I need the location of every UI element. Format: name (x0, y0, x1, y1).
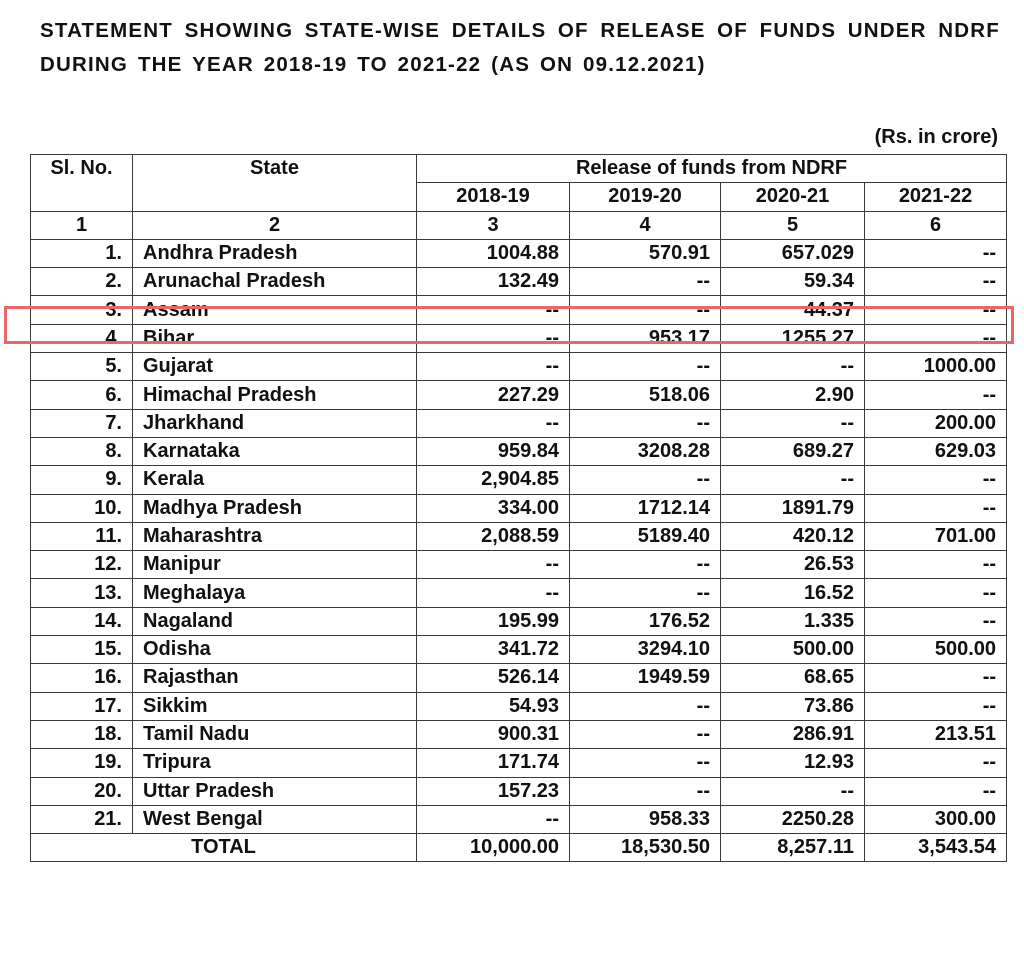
sl-no-cell: 12. (31, 551, 133, 579)
state-cell: Rajasthan (133, 664, 417, 692)
value-cell-2021-22: 300.00 (865, 805, 1007, 833)
state-cell: Arunachal Pradesh (133, 268, 417, 296)
total-label: TOTAL (31, 834, 417, 862)
sl-no-cell: 13. (31, 579, 133, 607)
value-cell-2019-20: -- (570, 268, 721, 296)
table-row (31, 324, 1007, 352)
sl-no-cell: 14. (31, 607, 133, 635)
value-cell-2018-19: 132.49 (417, 268, 570, 296)
value-cell-2019-20: -- (570, 579, 721, 607)
header-year-2021-22: 2021-22 (865, 183, 1007, 211)
value-cell-2019-20: -- (570, 409, 721, 437)
value-cell-2018-19: -- (417, 324, 570, 352)
value-cell-2018-19: 900.31 (417, 720, 570, 748)
value-cell-2020-21: 59.34 (721, 268, 865, 296)
value-cell-2019-20: 1712.14 (570, 494, 721, 522)
state-cell: Jharkhand (133, 409, 417, 437)
value-cell-2019-20: 5189.40 (570, 522, 721, 550)
value-cell-2018-19: 1004.88 (417, 239, 570, 267)
value-cell-2019-20: 176.52 (570, 607, 721, 635)
header-year-2019-20: 2019-20 (570, 183, 721, 211)
value-cell-2019-20: -- (570, 720, 721, 748)
header-row (31, 155, 1007, 183)
sl-no-cell: 5. (31, 353, 133, 381)
state-cell: Kerala (133, 466, 417, 494)
sl-no-cell: 7. (31, 409, 133, 437)
value-cell-2018-19: 334.00 (417, 494, 570, 522)
table-row (31, 749, 1007, 777)
table-row (31, 607, 1007, 635)
sl-no-cell: 15. (31, 636, 133, 664)
value-cell-2018-19: -- (417, 579, 570, 607)
value-cell-2018-19: -- (417, 296, 570, 324)
value-cell-2018-19: 2,904.85 (417, 466, 570, 494)
value-cell-2020-21: 286.91 (721, 720, 865, 748)
value-cell-2021-22: -- (865, 551, 1007, 579)
value-cell-2019-20: 3294.10 (570, 636, 721, 664)
header-state: State (133, 155, 417, 212)
value-cell-2021-22: -- (865, 664, 1007, 692)
state-cell: Andhra Pradesh (133, 239, 417, 267)
value-cell-2018-19: 227.29 (417, 381, 570, 409)
sl-no-cell: 21. (31, 805, 133, 833)
value-cell-2019-20: -- (570, 466, 721, 494)
value-cell-2018-19: -- (417, 805, 570, 833)
state-cell: Gujarat (133, 353, 417, 381)
table-row (31, 381, 1007, 409)
sl-no-cell: 17. (31, 692, 133, 720)
value-cell-2018-19: -- (417, 409, 570, 437)
value-cell-2018-19: 54.93 (417, 692, 570, 720)
total-2020-21: 8,257.11 (721, 834, 865, 862)
state-cell: Nagaland (133, 607, 417, 635)
value-cell-2020-21: 2.90 (721, 381, 865, 409)
table-row (31, 551, 1007, 579)
value-cell-2020-21: -- (721, 409, 865, 437)
state-cell: West Bengal (133, 805, 417, 833)
value-cell-2018-19: 526.14 (417, 664, 570, 692)
value-cell-2019-20: 1949.59 (570, 664, 721, 692)
value-cell-2019-20: 953.17 (570, 324, 721, 352)
state-cell: Tripura (133, 749, 417, 777)
value-cell-2019-20: -- (570, 749, 721, 777)
value-cell-2020-21: 1255.27 (721, 324, 865, 352)
value-cell-2020-21: 68.65 (721, 664, 865, 692)
table-row (31, 805, 1007, 833)
value-cell-2020-21: 1891.79 (721, 494, 865, 522)
state-cell: Odisha (133, 636, 417, 664)
total-2019-20: 18,530.50 (570, 834, 721, 862)
table-row (31, 720, 1007, 748)
sl-no-cell: 11. (31, 522, 133, 550)
value-cell-2019-20: -- (570, 551, 721, 579)
value-cell-2021-22: -- (865, 268, 1007, 296)
table-row (31, 636, 1007, 664)
value-cell-2021-22: -- (865, 296, 1007, 324)
state-cell: Madhya Pradesh (133, 494, 417, 522)
table-row (31, 437, 1007, 465)
value-cell-2019-20: -- (570, 353, 721, 381)
value-cell-2021-22: -- (865, 692, 1007, 720)
col-number: 5 (721, 211, 865, 239)
value-cell-2018-19: 341.72 (417, 636, 570, 664)
value-cell-2021-22: -- (865, 579, 1007, 607)
value-cell-2021-22: -- (865, 607, 1007, 635)
table-row (31, 466, 1007, 494)
value-cell-2019-20: -- (570, 296, 721, 324)
value-cell-2019-20: 958.33 (570, 805, 721, 833)
value-cell-2020-21: 500.00 (721, 636, 865, 664)
value-cell-2018-19: 959.84 (417, 437, 570, 465)
state-cell: Uttar Pradesh (133, 777, 417, 805)
header-year-2020-21: 2020-21 (721, 183, 865, 211)
value-cell-2020-21: -- (721, 777, 865, 805)
total-2021-22: 3,543.54 (865, 834, 1007, 862)
sl-no-cell: 19. (31, 749, 133, 777)
table-row (31, 579, 1007, 607)
header-group: Release of funds from NDRF (417, 155, 1007, 183)
table-row-highlighted (31, 296, 1007, 324)
sl-no-cell: 2. (31, 268, 133, 296)
value-cell-2018-19: 2,088.59 (417, 522, 570, 550)
value-cell-2019-20: 570.91 (570, 239, 721, 267)
total-row (31, 834, 1007, 862)
value-cell-2020-21: -- (721, 353, 865, 381)
col-number: 4 (570, 211, 721, 239)
sl-no-cell: 9. (31, 466, 133, 494)
sl-no-cell: 6. (31, 381, 133, 409)
table-row (31, 353, 1007, 381)
state-cell: Himachal Pradesh (133, 381, 417, 409)
col-number: 1 (31, 211, 133, 239)
column-number-row (31, 211, 1007, 239)
col-number: 3 (417, 211, 570, 239)
col-number: 6 (865, 211, 1007, 239)
state-cell: Sikkim (133, 692, 417, 720)
table-row (31, 692, 1007, 720)
sl-no-cell: 8. (31, 437, 133, 465)
table-row (31, 664, 1007, 692)
header-year-2018-19: 2018-19 (417, 183, 570, 211)
value-cell-2019-20: -- (570, 777, 721, 805)
funds-table (30, 154, 1007, 862)
value-cell-2021-22: -- (865, 494, 1007, 522)
value-cell-2021-22: 213.51 (865, 720, 1007, 748)
sl-no-cell: 10. (31, 494, 133, 522)
value-cell-2021-22: 629.03 (865, 437, 1007, 465)
state-cell: Tamil Nadu (133, 720, 417, 748)
total-2018-19: 10,000.00 (417, 834, 570, 862)
state-cell: Karnataka (133, 437, 417, 465)
col-number: 2 (133, 211, 417, 239)
value-cell-2021-22: 701.00 (865, 522, 1007, 550)
value-cell-2021-22: -- (865, 466, 1007, 494)
unit-note: (Rs. in crore) (874, 126, 998, 148)
state-cell: Manipur (133, 551, 417, 579)
value-cell-2019-20: 3208.28 (570, 437, 721, 465)
value-cell-2019-20: 518.06 (570, 381, 721, 409)
state-cell: Maharashtra (133, 522, 417, 550)
value-cell-2021-22: -- (865, 749, 1007, 777)
value-cell-2021-22: -- (865, 324, 1007, 352)
value-cell-2020-21: 1.335 (721, 607, 865, 635)
value-cell-2018-19: -- (417, 551, 570, 579)
value-cell-2020-21: 44.37 (721, 296, 865, 324)
table-row (31, 239, 1007, 267)
value-cell-2021-22: -- (865, 239, 1007, 267)
value-cell-2021-22: -- (865, 381, 1007, 409)
table-row (31, 494, 1007, 522)
sl-no-cell: 20. (31, 777, 133, 805)
value-cell-2020-21: 12.93 (721, 749, 865, 777)
value-cell-2020-21: -- (721, 466, 865, 494)
state-cell: Assam (133, 296, 417, 324)
value-cell-2020-21: 2250.28 (721, 805, 865, 833)
value-cell-2021-22: 500.00 (865, 636, 1007, 664)
value-cell-2020-21: 16.52 (721, 579, 865, 607)
table-row (31, 268, 1007, 296)
sl-no-cell: 1. (31, 239, 133, 267)
sl-no-cell: 18. (31, 720, 133, 748)
value-cell-2020-21: 73.86 (721, 692, 865, 720)
state-cell: Meghalaya (133, 579, 417, 607)
header-sl-no: Sl. No. (31, 155, 133, 212)
value-cell-2020-21: 420.12 (721, 522, 865, 550)
sl-no-cell: 16. (31, 664, 133, 692)
table-row (31, 522, 1007, 550)
page-title: STATEMENT SHOWING STATE-WISE DETAILS OF RELEASE OF FUNDS UNDER NDRF DURING THE YEAR 2018-19 TO 2021-22 (AS ON 09.12.2021) (40, 19, 1000, 76)
value-cell-2021-22: 200.00 (865, 409, 1007, 437)
state-cell: Bihar (133, 324, 417, 352)
sl-no-cell: 4. (31, 324, 133, 352)
sl-no-cell: 3. (31, 296, 133, 324)
table-row (31, 777, 1007, 805)
value-cell-2018-19: 171.74 (417, 749, 570, 777)
value-cell-2019-20: -- (570, 692, 721, 720)
value-cell-2020-21: 689.27 (721, 437, 865, 465)
value-cell-2018-19: 157.23 (417, 777, 570, 805)
value-cell-2018-19: -- (417, 353, 570, 381)
value-cell-2020-21: 26.53 (721, 551, 865, 579)
value-cell-2021-22: -- (865, 777, 1007, 805)
value-cell-2018-19: 195.99 (417, 607, 570, 635)
value-cell-2021-22: 1000.00 (865, 353, 1007, 381)
value-cell-2020-21: 657.029 (721, 239, 865, 267)
table-row (31, 409, 1007, 437)
